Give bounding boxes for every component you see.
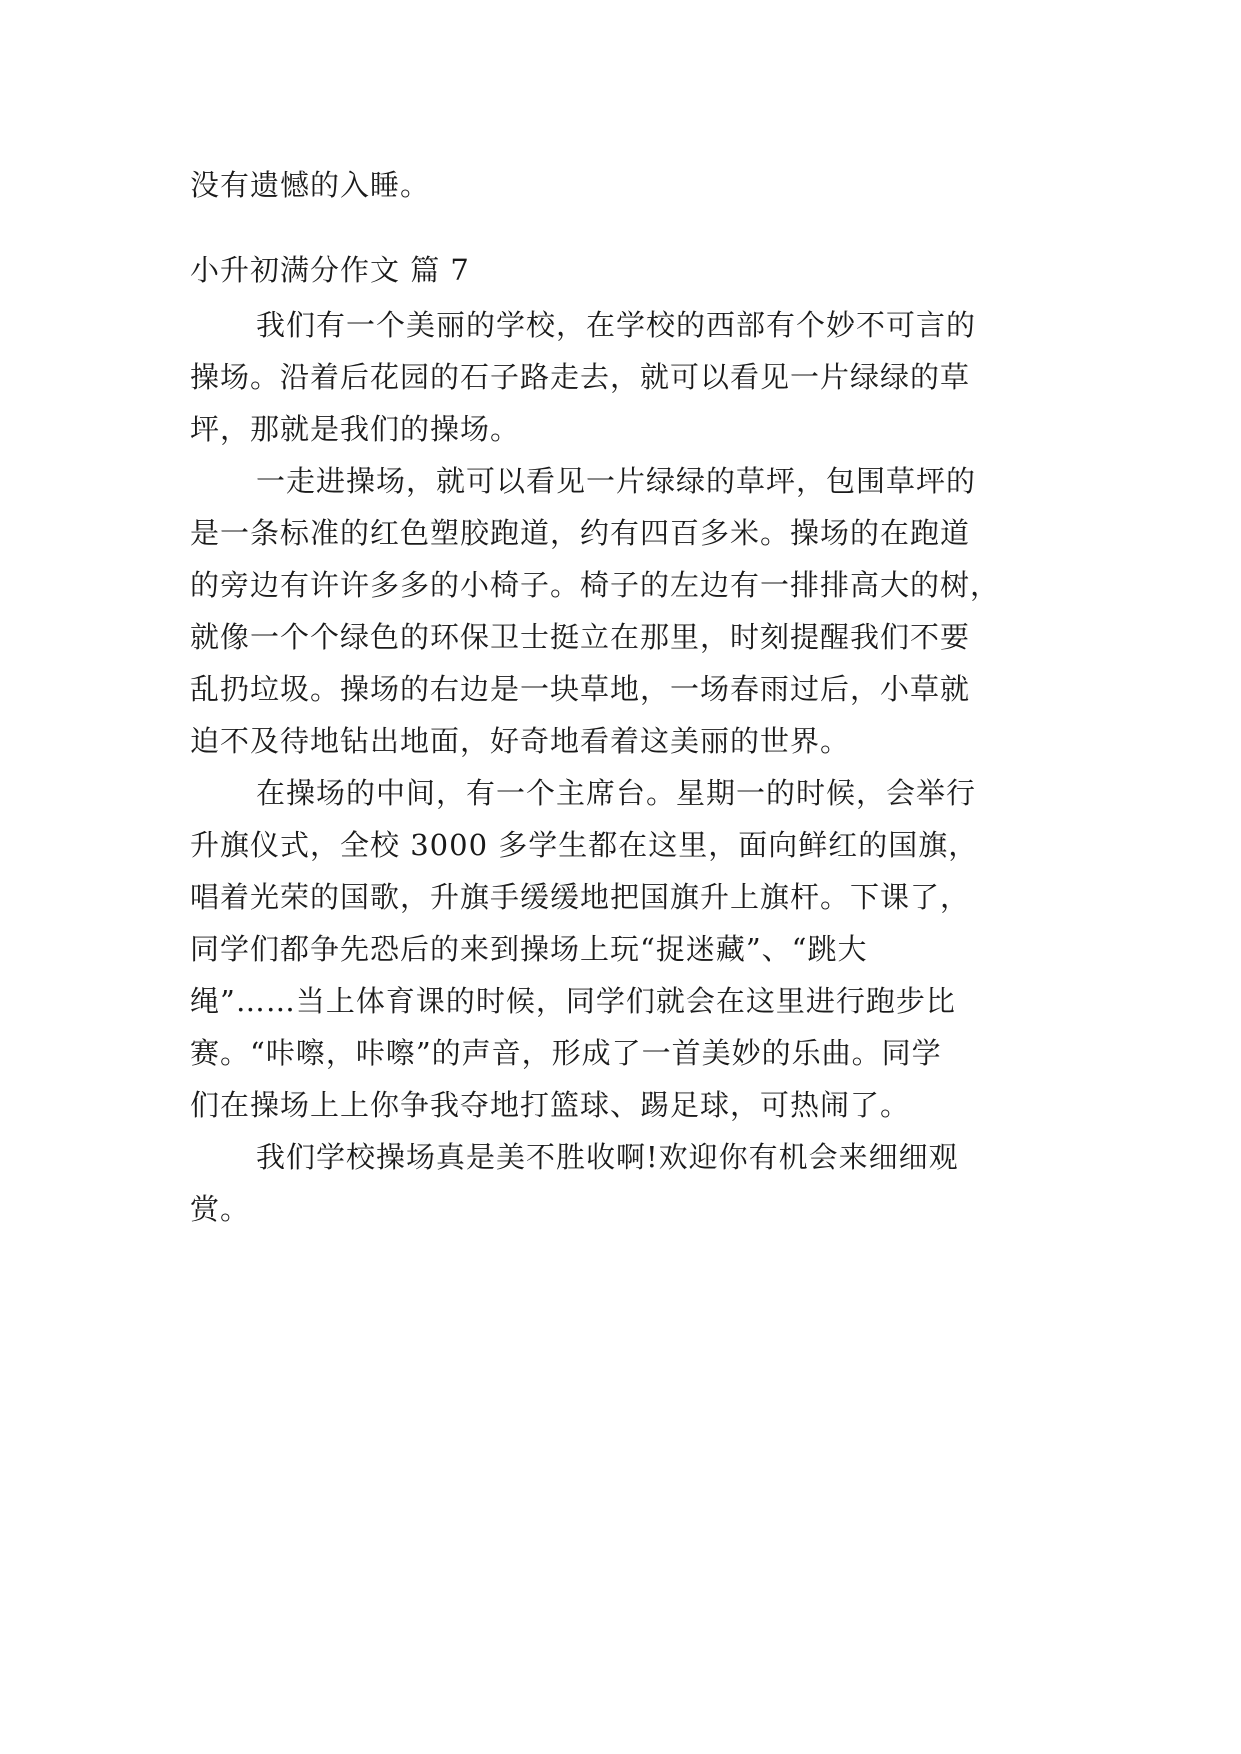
paragraph-1-line: 操场。沿着后花园的石子路走去，就可以看见一片绿绿的草 bbox=[190, 360, 971, 394]
paragraph-3-line: 们在操场上上你争我夺地打篮球、踢足球，可热闹了。 bbox=[190, 1088, 911, 1122]
paragraph-2-line: 是一条标准的红色塑胶跑道，约有四百多米。操场的在跑道 bbox=[190, 516, 971, 550]
paragraph-2-line: 乱扔垃圾。操场的右边是一块草地，一场春雨过后，小草就 bbox=[190, 672, 971, 706]
paragraph-3-line: 绳”……当上体育课的时候，同学们就会在这里进行跑步比 bbox=[190, 984, 956, 1018]
text-line-ending: 没有遗憾的入睡。 bbox=[190, 168, 431, 202]
paragraph-2-line: 一走进操场，就可以看见一片绿绿的草坪，包围草坪的 bbox=[256, 464, 977, 498]
paragraph-3-line: 同学们都争先恐后的来到操场上玩“捉迷藏”、“跳大 bbox=[190, 932, 868, 966]
paragraph-1-line: 我们有一个美丽的学校，在学校的西部有个妙不可言的 bbox=[256, 308, 977, 342]
paragraph-2-line: 就像一个个绿色的环保卫士挺立在那里，时刻提醒我们不要 bbox=[190, 620, 971, 654]
section-title: 小升初满分作文 篇 7 bbox=[190, 253, 470, 287]
paragraph-3-line: 赛。“咔嚓，咔嚓”的声音，形成了一首美妙的乐曲。同学 bbox=[190, 1036, 942, 1070]
paragraph-2-line: 迫不及待地钻出地面，好奇地看着这美丽的世界。 bbox=[190, 724, 851, 758]
paragraph-4-line: 我们学校操场真是美不胜收啊!欢迎你有机会来细细观 bbox=[256, 1140, 959, 1174]
paragraph-1-line: 坪，那就是我们的操场。 bbox=[190, 412, 521, 446]
paragraph-4-line: 赏。 bbox=[190, 1192, 251, 1226]
paragraph-3-line: 在操场的中间，有一个主席台。星期一的时候，会举行 bbox=[256, 776, 977, 810]
paragraph-3-line: 升旗仪式，全校 3000 多学生都在这里，面向鲜红的国旗， bbox=[190, 828, 979, 862]
paragraph-3-line: 唱着光荣的国歌，升旗手缓缓地把国旗升上旗杆。下课了， bbox=[190, 880, 971, 914]
paragraph-2-line: 的旁边有许许多多的小椅子。椅子的左边有一排排高大的树， bbox=[190, 568, 1001, 602]
